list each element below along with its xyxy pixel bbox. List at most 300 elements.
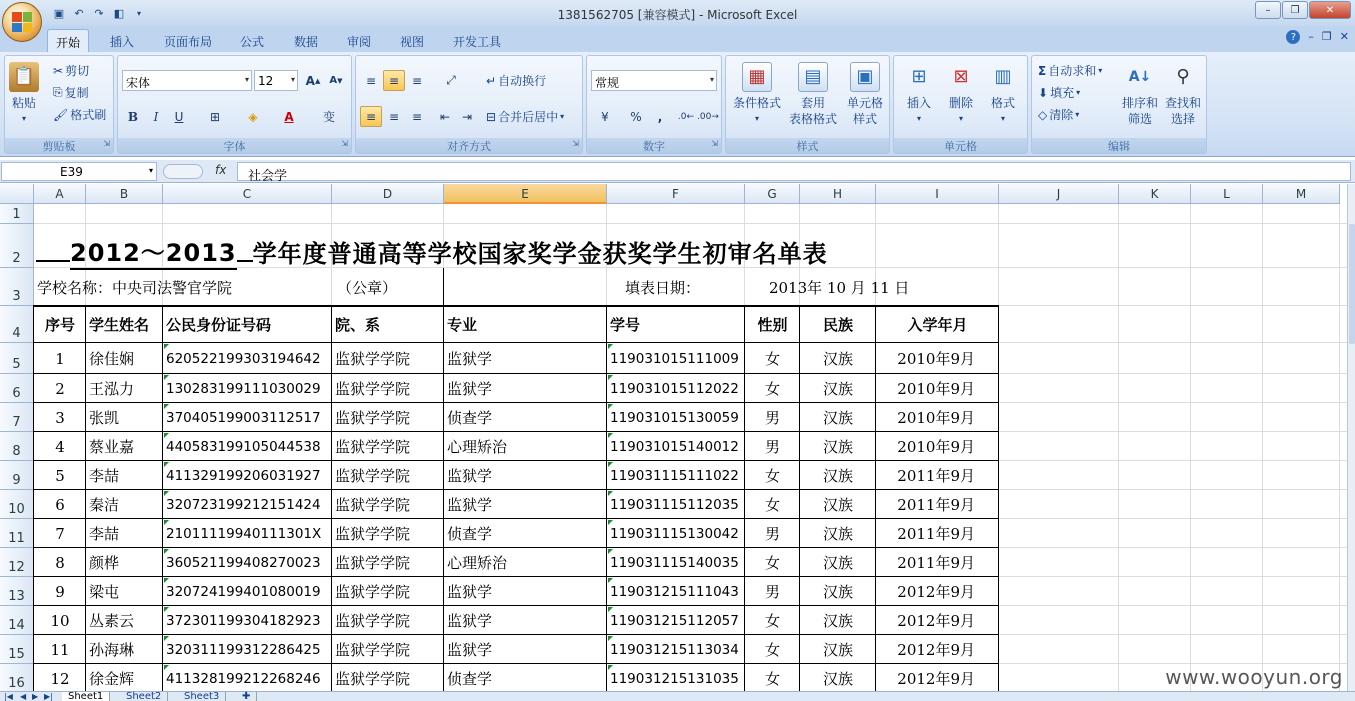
sheet-title (36, 234, 828, 268)
row-header-10[interactable]: 10 (0, 490, 34, 519)
cell-seq[interactable]: 5 (55, 466, 65, 485)
table-icon: ▤ (798, 62, 828, 92)
office-button[interactable] (2, 2, 42, 42)
format-label: 格式 (990, 96, 1015, 110)
cell-name[interactable]: 徐佳娴 (89, 350, 135, 368)
cell-department[interactable]: 监狱学学院 (335, 641, 411, 659)
chevron-down-icon: ▾ (148, 166, 153, 175)
number-format-combo[interactable]: 常规 ▾ (591, 70, 717, 91)
cell-name[interactable]: 蔡业嘉 (89, 438, 135, 456)
gridline (34, 223, 1355, 224)
increase-indent-button[interactable]: ⇥ (461, 109, 473, 124)
window-controls (1255, 1, 1351, 19)
row-header-6[interactable]: 6 (0, 374, 34, 403)
binoculars-icon: ⚲ (1176, 66, 1190, 87)
dialog-launcher-icon[interactable]: ⇲ (711, 139, 718, 148)
cell-gender[interactable]: 女 (764, 612, 780, 630)
cell-seq[interactable]: 1 (55, 349, 65, 368)
cell-ethnicity[interactable]: 汉族 (822, 525, 853, 543)
cell-major[interactable]: 侦查学 (447, 525, 493, 543)
text-number-indicator (164, 491, 169, 496)
formula-bar (0, 160, 1355, 183)
cell-name[interactable]: 秦洁 (89, 496, 120, 514)
table-border (34, 489, 999, 490)
cell-student-id[interactable]: 119031015111009 (610, 350, 739, 367)
text-number-indicator (608, 607, 613, 612)
copy-label: 复制 (64, 86, 89, 100)
text-number-indicator (164, 607, 169, 612)
dialog-launcher-icon[interactable]: ⇲ (341, 139, 348, 148)
table-border (606, 305, 607, 691)
fill-color-button[interactable] (242, 106, 264, 127)
redo-icon[interactable]: ↷ (94, 6, 104, 20)
sort-filter-button[interactable] (1120, 62, 1160, 127)
cell-gender[interactable]: 女 (764, 670, 780, 688)
font-color-button[interactable]: A (284, 109, 294, 124)
cell-student-id[interactable]: 119031215111043 (610, 583, 739, 600)
cell-department[interactable]: 监狱学学院 (335, 670, 411, 688)
delete-cells-button[interactable] (940, 62, 982, 127)
cell-gender[interactable]: 女 (764, 467, 780, 485)
cell-enroll-date[interactable]: 2010年9月 (897, 438, 975, 456)
wrap-label: 自动换行 (498, 74, 547, 88)
insert-cells-button[interactable] (898, 62, 940, 127)
cell-name[interactable]: 梁屯 (89, 583, 120, 601)
cell-name[interactable]: 张凯 (89, 409, 120, 427)
borders-button[interactable] (204, 106, 226, 127)
text-number-indicator (164, 520, 169, 525)
comma-button[interactable]: , (657, 109, 663, 124)
cell-department[interactable]: 监狱学学院 (335, 409, 411, 427)
ribbon-minimize-icon[interactable]: – (1308, 30, 1314, 43)
currency-button[interactable] (591, 106, 619, 127)
next-sheet-icon[interactable]: ▶ (32, 692, 39, 701)
chevron-down-icon: ▾ (1000, 114, 1005, 123)
cell-gender[interactable]: 男 (764, 583, 780, 601)
phonetic-icon: 变 (322, 110, 335, 124)
row-header-2[interactable]: 2 (0, 224, 34, 268)
format-painter-label: 格式刷 (70, 108, 107, 122)
scroll-thumb[interactable] (1349, 224, 1355, 344)
undo-icon[interactable]: ↶ (74, 6, 84, 20)
table-border (34, 663, 999, 664)
cell-student-id[interactable]: 119031015130059 (610, 409, 739, 426)
cell-id-number[interactable]: 620522199303194642 (166, 350, 321, 367)
cell-department[interactable]: 监狱学学院 (335, 438, 411, 456)
row-header-14[interactable]: 14 (0, 606, 34, 635)
wrap-text-button[interactable] (486, 72, 546, 89)
new-sheet-icon[interactable]: ✚ (236, 692, 257, 701)
cell-seq[interactable]: 4 (55, 437, 65, 456)
cell-enroll-date[interactable]: 2012年9月 (897, 641, 975, 659)
cell-major[interactable]: 监狱学 (447, 467, 493, 485)
row-header-1[interactable]: 1 (0, 204, 34, 224)
column-header-f[interactable]: F (607, 184, 745, 204)
table-border (34, 305, 999, 307)
align-middle-button[interactable]: ≡ (383, 70, 405, 91)
clear-button[interactable] (1038, 106, 1079, 123)
conditional-format-label: 条件格式 (732, 96, 781, 110)
cell-ethnicity[interactable]: 汉族 (822, 438, 853, 456)
cell-gender[interactable]: 女 (764, 641, 780, 659)
cell-enroll-date[interactable]: 2010年9月 (897, 409, 975, 427)
cell-enroll-date[interactable]: 2010年9月 (897, 350, 975, 368)
cell-major[interactable]: 监狱学 (447, 583, 493, 601)
table-border (443, 305, 444, 691)
cell-student-id[interactable]: 119031015112022 (610, 380, 739, 397)
cell-name[interactable]: 丛素云 (89, 612, 135, 630)
autosum-button[interactable] (1038, 62, 1102, 79)
ribbon (0, 52, 1355, 157)
seal-cell: （公章） (337, 278, 398, 297)
sheet-tab-1[interactable]: Sheet1 (62, 692, 110, 701)
vertical-scrollbar[interactable] (1347, 184, 1355, 691)
cell-seq[interactable]: 12 (50, 669, 70, 688)
header-student-id: 学号 (610, 316, 641, 334)
cell-gender[interactable]: 女 (764, 380, 780, 398)
border-icon: ⊞ (209, 109, 221, 124)
column-header-a[interactable]: A (34, 184, 86, 204)
bold-button[interactable]: B (127, 109, 139, 124)
cell-seq[interactable]: 2 (55, 379, 65, 398)
cell-enroll-date[interactable]: 2012年9月 (897, 670, 975, 688)
help-icon[interactable]: ? (1286, 30, 1300, 44)
align-bottom-button[interactable]: ≡ (411, 73, 423, 88)
cell-department[interactable]: 监狱学学院 (335, 467, 411, 485)
cell-name[interactable]: 王泓力 (89, 380, 135, 398)
copy-button[interactable] (53, 84, 89, 101)
paste-button[interactable] (9, 62, 39, 127)
cell-major[interactable]: 监狱学 (447, 641, 493, 659)
cell-styles-button[interactable] (840, 62, 890, 127)
orientation-icon: ⤢ (446, 73, 456, 87)
cell-ethnicity[interactable]: 汉族 (822, 496, 853, 514)
tab-home[interactable]: 开始 (47, 29, 89, 52)
merge-center-button[interactable] (486, 108, 564, 125)
column-header-i[interactable]: I (876, 184, 999, 204)
column-header-m[interactable]: M (1263, 184, 1340, 204)
restore-button[interactable]: ❐ (1282, 1, 1308, 19)
header-department: 院、系 (335, 316, 381, 334)
cell-gender[interactable]: 男 (764, 525, 780, 543)
text-number-indicator (608, 404, 613, 409)
cell-enroll-date[interactable]: 2011年9月 (897, 496, 975, 514)
cell-name[interactable]: 李喆 (89, 525, 120, 543)
first-sheet-icon[interactable]: |◀ (4, 692, 13, 701)
find-label-2: 选择 (1170, 112, 1195, 126)
text-number-indicator (608, 344, 613, 349)
text-number-indicator (164, 462, 169, 467)
print-preview-icon[interactable]: ◧ (113, 6, 125, 20)
cell-enroll-date[interactable]: 2010年9月 (897, 380, 975, 398)
number-group (586, 55, 722, 154)
currency-icon: ¥ (601, 109, 609, 124)
cell-major[interactable]: 监狱学 (447, 350, 493, 368)
cell-ethnicity[interactable]: 汉族 (822, 554, 853, 572)
cell-seq[interactable]: 7 (55, 524, 65, 543)
cell-student-id[interactable]: 119031015140012 (610, 438, 739, 455)
cell-ethnicity[interactable]: 汉族 (822, 409, 853, 427)
cell-department[interactable]: 监狱学学院 (335, 380, 411, 398)
sort-label-2: 筛选 (1127, 112, 1152, 126)
name-box[interactable] (1, 162, 157, 181)
fill-button[interactable] (1038, 84, 1080, 101)
row-header-16[interactable]: 16 (0, 664, 34, 691)
cell-styles-icon: ▣ (850, 62, 880, 92)
tab-developer[interactable]: 开发工具 (453, 35, 502, 49)
cell-student-id[interactable]: 119031115140035 (610, 554, 739, 571)
orientation-button[interactable] (436, 70, 466, 91)
ribbon-close-icon[interactable]: ✕ (1339, 30, 1349, 43)
last-sheet-icon[interactable]: ▶| (44, 692, 53, 701)
row-header-8[interactable]: 8 (0, 432, 34, 461)
cut-button[interactable] (53, 62, 89, 79)
ribbon-tabs (0, 26, 1355, 52)
cell-student-id[interactable]: 119031115130042 (610, 525, 739, 542)
cell-name[interactable]: 颜桦 (89, 554, 120, 572)
cell-id-number[interactable]: 411329199206031927 (166, 467, 321, 484)
conditional-format-button[interactable] (730, 62, 784, 127)
cell-id-number[interactable]: 360521199408270023 (166, 554, 321, 571)
insert-function-icon[interactable]: fx (215, 163, 227, 177)
row-header-13[interactable]: 13 (0, 577, 34, 606)
merge-label: 合并后居中 (498, 110, 559, 124)
help-area (1286, 30, 1349, 44)
row-header-12[interactable]: 12 (0, 548, 34, 577)
save-icon[interactable]: ▣ (53, 6, 65, 20)
text-number-indicator (164, 665, 169, 670)
cell-major[interactable]: 侦查学 (447, 409, 493, 427)
styles-group (725, 55, 890, 154)
cell-name[interactable]: 孙海琳 (89, 641, 135, 659)
prev-sheet-icon[interactable]: ◀ (20, 692, 27, 701)
cell-department[interactable]: 监狱学学院 (335, 583, 411, 601)
cell-id-number[interactable]: 130283199111030029 (166, 380, 321, 397)
cell-student-id[interactable]: 119031215113034 (610, 641, 739, 658)
cell-ethnicity[interactable]: 汉族 (822, 467, 853, 485)
column-header-d[interactable]: D (332, 184, 444, 204)
cell-major[interactable]: 监狱学 (447, 380, 493, 398)
row-header-15[interactable]: 15 (0, 635, 34, 664)
cell-gender[interactable]: 女 (764, 350, 780, 368)
cell-enroll-date[interactable]: 2011年9月 (897, 525, 975, 543)
format-as-table-button[interactable] (786, 62, 840, 127)
grow-font-button[interactable]: A ▲ (305, 73, 321, 88)
table-border (162, 305, 163, 691)
cell-seq[interactable]: 6 (55, 495, 65, 514)
table-border (34, 342, 999, 343)
column-header-h[interactable]: H (800, 184, 876, 204)
align-center-button[interactable]: ≡ (388, 109, 400, 124)
decrease-decimal-button[interactable]: .00→ (697, 111, 719, 122)
cell-id-number[interactable]: 320724199401080019 (166, 583, 321, 600)
cell-major[interactable]: 监狱学 (447, 496, 493, 514)
format-cells-icon: ▥ (994, 66, 1012, 87)
tab-review[interactable]: 审阅 (347, 35, 372, 49)
find-select-button[interactable] (1162, 62, 1204, 127)
cell-department[interactable]: 监狱学学院 (335, 612, 411, 630)
cell-gender[interactable]: 女 (764, 496, 780, 514)
column-header-k[interactable]: K (1119, 184, 1191, 204)
select-all-corner[interactable] (0, 184, 34, 204)
cell-enroll-date[interactable]: 2012年9月 (897, 583, 975, 601)
row-header-5[interactable]: 5 (0, 343, 34, 374)
cell-department[interactable]: 监狱学学院 (335, 525, 411, 543)
cell-id-number[interactable]: 370405199003112517 (166, 409, 321, 426)
cell-seq[interactable]: 10 (50, 611, 70, 630)
cell-major[interactable]: 心理矫治 (447, 438, 508, 456)
cell-gender[interactable]: 男 (764, 409, 780, 427)
increase-decimal-button[interactable]: .0← (677, 111, 695, 122)
text-number-indicator (164, 404, 169, 409)
tab-data[interactable]: 数据 (294, 35, 319, 49)
row-header-9[interactable]: 9 (0, 461, 34, 490)
cell-seq[interactable]: 3 (55, 408, 65, 427)
column-header-b[interactable]: B (86, 184, 163, 204)
cell-id-number[interactable]: 440583199105044538 (166, 438, 321, 455)
header-enroll-date: 入学年月 (907, 316, 968, 334)
row-header-11[interactable]: 11 (0, 519, 34, 548)
cell-department[interactable]: 监狱学学院 (335, 554, 411, 572)
format-cells-button[interactable] (982, 62, 1024, 127)
column-header-g[interactable]: G (745, 184, 800, 204)
tab-view[interactable]: 视图 (400, 35, 425, 49)
chevron-down-icon: ▾ (1098, 66, 1103, 75)
autosum-label: 自动求和 (1048, 64, 1097, 78)
find-label-1: 查找和 (1164, 96, 1201, 110)
shrink-font-button[interactable]: A ▼ (329, 75, 343, 86)
cell-name[interactable]: 徐金辉 (89, 670, 135, 688)
column-header-c[interactable]: C (163, 184, 332, 204)
header-id-number: 公民身份证号码 (166, 316, 272, 334)
cell-ethnicity[interactable]: 汉族 (822, 612, 853, 630)
cell-major[interactable]: 侦查学 (447, 670, 493, 688)
cell-id-number[interactable]: 320723199212151424 (166, 496, 321, 513)
align-left-button[interactable]: ≡ (360, 106, 382, 127)
table-border (875, 305, 876, 691)
text-number-indicator (608, 375, 613, 380)
alignment-group-label: 对齐方式 ⇲ (356, 138, 582, 153)
paste-icon: 📋 (9, 62, 39, 92)
cell-seq[interactable]: 8 (55, 553, 65, 572)
cell-ethnicity[interactable]: 汉族 (822, 350, 853, 368)
scissors-icon: ✂ (53, 63, 64, 78)
text-number-indicator (608, 491, 613, 496)
ribbon-restore-icon[interactable]: ❐ (1321, 30, 1332, 43)
conditional-format-icon: ▦ (742, 62, 772, 92)
date-value-cell: 2013年 10 月 11 日 (769, 278, 910, 297)
cell-enroll-date[interactable]: 2012年9月 (897, 612, 975, 630)
cell-gender[interactable]: 女 (764, 554, 780, 572)
number-group-label: 数字 ⇲ (587, 138, 721, 153)
table-border (34, 373, 999, 374)
eraser-icon: ◇ (1038, 107, 1048, 122)
table-border (85, 305, 86, 691)
tab-formulas[interactable]: 公式 (240, 35, 265, 49)
cell-ethnicity[interactable]: 汉族 (822, 583, 853, 601)
insert-label: 插入 (906, 96, 931, 110)
font-name-combo[interactable]: 宋体 ▾ (122, 70, 252, 91)
format-painter-button[interactable] (53, 106, 106, 123)
format-table-label-1: 套用 (800, 96, 825, 110)
cell-student-id[interactable]: 119031115111022 (610, 467, 739, 484)
align-right-button[interactable]: ≡ (411, 109, 423, 124)
tab-insert[interactable]: 插入 (110, 35, 135, 49)
tab-page-layout[interactable]: 页面布局 (164, 35, 213, 49)
dialog-launcher-icon[interactable]: ⇲ (572, 139, 579, 148)
sheet-tab-3[interactable]: Sheet3 (178, 692, 226, 701)
cell-ethnicity[interactable]: 汉族 (822, 641, 853, 659)
table-border (34, 576, 999, 577)
column-header-j[interactable]: J (999, 184, 1119, 204)
cell-name[interactable]: 李喆 (89, 467, 120, 485)
decrease-indent-button[interactable]: ⇤ (439, 109, 451, 124)
qat-customize-icon[interactable]: ▾ (136, 8, 141, 18)
office-logo-icon (12, 12, 32, 32)
close-button[interactable]: ✕ (1309, 1, 1351, 19)
dialog-launcher-icon[interactable]: ⇲ (103, 139, 110, 148)
minimize-button[interactable]: – (1255, 1, 1281, 19)
sheet-tab-2[interactable]: Sheet2 (120, 692, 168, 701)
cell-id-number[interactable]: 411328199212268246 (166, 670, 321, 687)
cell-department[interactable]: 监狱学学院 (335, 350, 411, 368)
cell-id-number[interactable]: 21011119940111301X (166, 525, 322, 542)
align-top-button[interactable]: ≡ (365, 73, 377, 88)
cell-department[interactable]: 监狱学学院 (335, 496, 411, 514)
clipboard-group (4, 55, 114, 154)
cell-ethnicity[interactable]: 汉族 (822, 380, 853, 398)
cell-enroll-date[interactable]: 2011年9月 (897, 554, 975, 572)
cell-seq[interactable]: 9 (55, 582, 65, 601)
cell-ethnicity[interactable]: 汉族 (822, 670, 853, 688)
column-header-l[interactable]: L (1191, 184, 1263, 204)
paint-bucket-icon: ◈ (248, 109, 258, 124)
chevron-down-icon: ▾ (21, 114, 26, 123)
text-number-indicator (608, 520, 613, 525)
column-header-e[interactable]: E (444, 184, 607, 204)
cell-student-id[interactable]: 119031215112057 (610, 612, 739, 629)
font-size-combo[interactable]: 12 ▾ (254, 70, 298, 91)
gridline (1190, 204, 1191, 691)
cell-major[interactable]: 心理矫治 (447, 554, 508, 572)
sort-filter-icon: A↓ (1128, 69, 1152, 85)
chevron-down-icon: ▾ (244, 75, 249, 84)
row-header-4[interactable]: 4 (0, 306, 34, 343)
formula-input[interactable]: 社会学 (237, 162, 1351, 181)
cell-student-id[interactable]: 119031115112035 (610, 496, 739, 513)
percent-button[interactable]: % (630, 109, 642, 124)
cell-seq[interactable]: 11 (50, 640, 70, 659)
phonetic-button[interactable] (314, 106, 344, 127)
copy-icon: ⎘ (53, 85, 63, 99)
underline-button[interactable]: U (174, 109, 184, 124)
worksheet-grid[interactable] (0, 184, 1355, 691)
italic-button[interactable]: I (153, 109, 159, 124)
cell-gender[interactable]: 男 (764, 438, 780, 456)
cell-enroll-date[interactable]: 2011年9月 (897, 467, 975, 485)
text-number-indicator (608, 462, 613, 467)
cell-student-id[interactable]: 119031215131035 (610, 670, 739, 687)
row-header-3[interactable]: 3 (0, 268, 34, 306)
text-number-indicator (164, 433, 169, 438)
text-number-indicator (164, 344, 169, 349)
cell-id-number[interactable]: 320311199312286425 (166, 641, 321, 658)
row-header-7[interactable]: 7 (0, 403, 34, 432)
header-ethnicity: 民族 (822, 316, 853, 334)
cell-major[interactable]: 监狱学 (447, 612, 493, 630)
paste-label: 粘贴 (11, 96, 36, 110)
cell-id-number[interactable]: 372301199304182923 (166, 612, 321, 629)
